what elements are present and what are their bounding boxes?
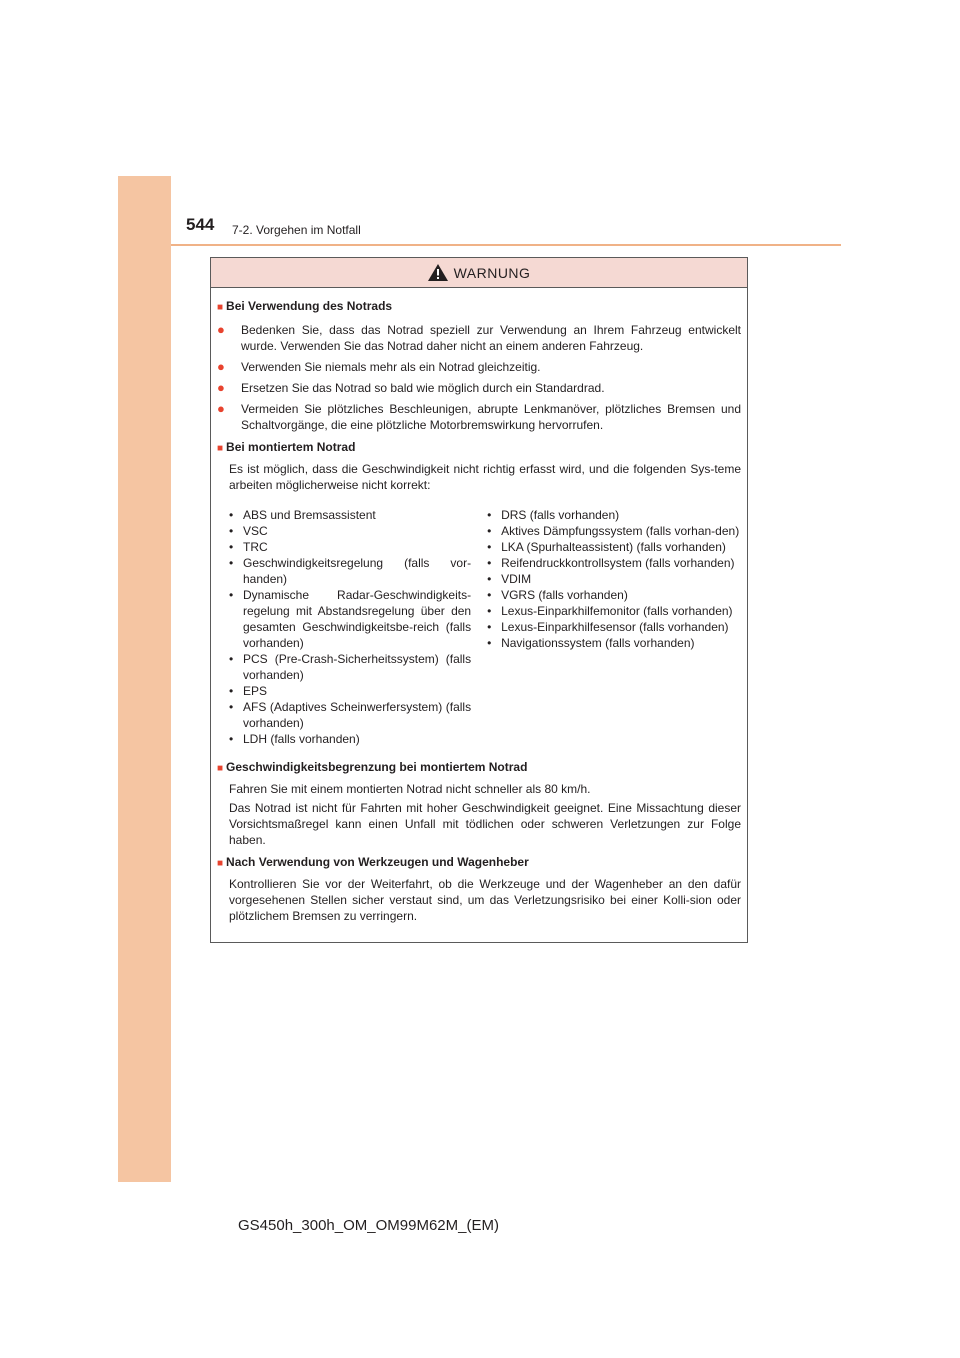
list-item: • VGRS (falls vorhanden): [487, 588, 628, 602]
bullet-item: ● Vermeiden Sie plötzliches Beschleunigen, abrupte Lenkmanöver, plötzliches Bremsen und Schaltvorgänge, die eine plötzliche Motorbremswirkung hervorrufen.: [217, 401, 741, 432]
list-item: • LKA (Spurhalteassistent) (falls vorhanden): [487, 540, 726, 554]
section-heading: ■ Geschwindigkeitsbegrenzung bei montiertem Notrad: [217, 760, 528, 774]
square-bullet-icon: ■: [217, 763, 224, 774]
side-band: [118, 176, 171, 1182]
paragraph: Kontrollieren Sie vor der Weiterfahrt, ob die Werkzeuge und der Wagenheber an den dafür vorgesehenen Stellen sicher verstaut sind, um das Verletzungsrisiko bei einer Kolli-sion oder plötzlichem Bremsen zu verringern.: [229, 877, 741, 923]
square-bullet-icon: ■: [217, 858, 224, 869]
list-item: • VDIM: [487, 572, 532, 586]
circle-bullet-icon: ●: [217, 380, 225, 395]
list-item: • LDH (falls vorhanden): [229, 732, 360, 746]
footer-code: GS450h_300h_OM_OM99M62M_(EM): [238, 1217, 499, 1234]
list-item: • AFS (Adaptives Scheinwerfersystem) (falls vorhanden): [229, 700, 472, 730]
section-heading: ■ Bei montiertem Notrad: [217, 440, 356, 454]
circle-bullet-icon: ●: [217, 401, 225, 416]
list-item: • TRC: [229, 540, 268, 554]
list-item: • VSC: [229, 524, 268, 538]
list-item: • Navigationssystem (falls vorhanden): [487, 636, 695, 650]
section-title: 7-2. Vorgehen im Notfall: [232, 223, 361, 237]
page-number: 544: [186, 215, 215, 234]
bullet-item: ● Ersetzen Sie das Notrad so bald wie möglich durch ein Standardrad.: [217, 380, 605, 395]
list-item: • DRS (falls vorhanden): [487, 508, 620, 522]
list-item: • ABS und Bremsassistent: [229, 508, 376, 522]
warning-box: [210, 257, 748, 943]
list-item: • Lexus-Einparkhilfesensor (falls vorhanden): [487, 620, 729, 634]
bullet-item: ● Bedenken Sie, dass das Notrad speziell zur Verwendung an Ihrem Fahrzeug entwickelt wurde. Verwenden Sie das Notrad daher nicht an einem anderen Fahrzeug.: [217, 322, 741, 353]
systems-column-left: [229, 507, 471, 747]
list-item: • Dynamische Radar-Geschwindigkeits-regelung mit Abstandsregelung über den gesamten Geschwindigkeitsbe-reich (falls vorhanden): [229, 588, 472, 650]
warning-triangle-icon: [428, 264, 448, 281]
section-heading: ■ Bei Verwendung des Notrads: [217, 299, 393, 313]
list-item: • Reifendruckkontrollsystem (falls vorhanden): [487, 556, 735, 570]
list-item: • EPS: [229, 684, 268, 698]
paragraph: Das Notrad ist nicht für Fahrten mit hoher Geschwindigkeit geeignet. Eine Missachtung dieser Vorsichtsmaßregel kann einen Unfall mit tödlichen oder schweren Verletzungen zur Folge haben.: [229, 801, 741, 847]
list-item: • Lexus-Einparkhilfemonitor (falls vorhanden): [487, 604, 733, 618]
header-rule: [171, 244, 841, 246]
section-heading: ■ Nach Verwendung von Werkzeugen und Wagenheber: [217, 855, 529, 869]
list-item: • PCS (Pre-Crash-Sicherheitssystem) (falls vorhanden): [229, 652, 472, 682]
square-bullet-icon: ■: [217, 302, 224, 313]
list-item: • Aktives Dämpfungssystem (falls vorhan-den): [487, 524, 740, 538]
circle-bullet-icon: ●: [217, 359, 225, 374]
bullet-item: ● Verwenden Sie niemals mehr als ein Notrad gleichzeitig.: [217, 359, 541, 374]
warning-content: [211, 288, 747, 942]
circle-bullet-icon: ●: [217, 322, 225, 337]
paragraph: Fahren Sie mit einem montierten Notrad nicht schneller als 80 km/h.: [229, 782, 591, 796]
list-item: • Geschwindigkeitsregelung (falls vor-handen): [229, 556, 472, 586]
systems-list: [217, 507, 741, 747]
systems-column-right: [487, 507, 741, 747]
warning-header: [211, 258, 747, 288]
warning-title: WARNUNG: [453, 264, 531, 281]
paragraph: Es ist möglich, dass die Geschwindigkeit nicht richtig erfasst wird, und die folgenden Sys-teme arbeiten möglicherweise nicht korrekt:: [229, 462, 741, 492]
square-bullet-icon: ■: [217, 443, 224, 454]
